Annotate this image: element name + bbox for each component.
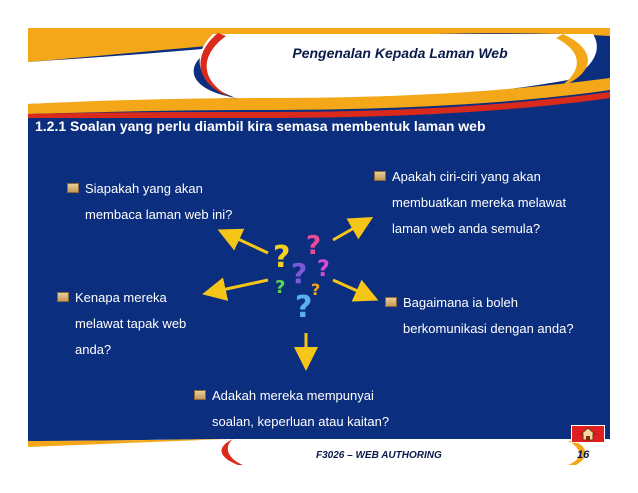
bullet-who-reads: Siapakah yang akan membaca laman web ini?	[67, 176, 267, 228]
square-bullet-icon	[385, 297, 397, 307]
bullet-why-visit: Kenapa mereka melawat tapak web anda?	[57, 285, 237, 363]
slide	[28, 28, 610, 465]
footer-course-label: F3026 – WEB AUTHORING	[316, 450, 442, 461]
bullet-how-communicate: Bagaimana ia boleh berkomunikasi dengan anda?	[385, 290, 610, 342]
arrow-to-top-left	[223, 232, 268, 253]
question-marks-icon: ? ? ? ? ? ? ?	[273, 231, 330, 325]
bullet-what-features: Apakah ciri-ciri yang akan membuatkan mereka melawat laman web anda semula?	[374, 164, 604, 242]
page-number: 16	[577, 449, 590, 461]
home-button[interactable]	[571, 425, 605, 443]
slide-title: Pengenalan Kepada Laman Web	[292, 45, 508, 61]
square-bullet-icon	[67, 183, 79, 193]
square-bullet-icon	[57, 292, 69, 302]
home-icon	[572, 426, 604, 442]
square-bullet-icon	[374, 171, 386, 181]
section-heading: 1.2.1 Soalan yang perlu diambil kira semasa membentuk laman web	[35, 118, 486, 134]
bullet-do-they-have: Adakah mereka mempunyai soalan, keperluan atau kaitan?	[194, 383, 434, 435]
square-bullet-icon	[194, 390, 206, 400]
